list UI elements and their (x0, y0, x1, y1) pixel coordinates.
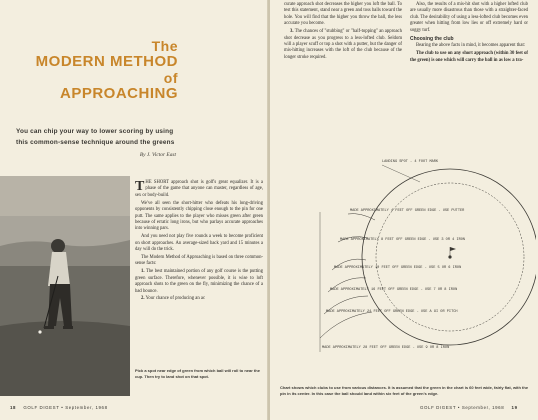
paragraph-7: Bearing the above facts in mind, it becomes apparent that: (416, 43, 526, 49)
fact-1-text: The best maintained portion of any golf course is the putting green surface. Therefore, whenever possible, it is wise to loft approach shots to the green on the fly, minimizing the chance of a bad bounce. (135, 269, 263, 294)
title-line-the: The (151, 38, 178, 54)
shot-path-6 (320, 312, 372, 338)
article-body-column-3 (410, 2, 528, 66)
paragraph-8: The club to use on any short approach (within 30 feet of the green) is one which will carry the ball in as low a tra- (410, 51, 528, 63)
paragraph-4: The Modern Method of Approaching is based on three common-sense facts: (135, 254, 263, 267)
title-line-modern-method: MODERN METHOD (35, 53, 178, 70)
drop-cap: T (135, 179, 145, 194)
golfer-photo (0, 176, 130, 396)
right-page (270, 0, 538, 420)
diagram-caption: Chart shows which clubs to use from various distances. It is assumed that the green in the chart is 60 feet wide, fairly flat, with the pin in its center. In this case the ball should land within six feet of the green's edge. (280, 385, 529, 396)
fact-1 (135, 269, 263, 295)
pin-flag (450, 247, 456, 251)
paragraph-2: We've all seen the short-hitter who defeats his long-driving opponents by consistently chipping close enough to the pin for one putt. The same applies to the player who misses green after green because of erratic long irons, but who parlays accurate approaches into winning pars. (135, 200, 263, 232)
right-footer (420, 405, 518, 410)
section-heading: Choosing the club (410, 36, 454, 43)
right-page-number: 19 (511, 405, 518, 410)
paragraph-1-text: HE SHORT approach shot is golf's great equalizer. It is a phase of the game that anyone can master, regardless of age, sex or body-build. (135, 180, 263, 198)
left-page (0, 0, 268, 420)
fact-2-text: Your chance of producing an ac (145, 296, 206, 302)
article-byline: By J. Victor East (139, 152, 176, 158)
article-title (18, 38, 178, 102)
club-selection-diagram (300, 152, 536, 374)
paragraph-6: Also, the results of a mis-hit shot with a higher lofted club are usually more disastrous than those with a straighter-faced club. The desirability of using a less-lofted club becomes even greater when hitting from low lies or off extremely hard or soggy turf. (410, 2, 528, 33)
fact-2 (135, 296, 263, 302)
article-subtitle: You can chip your way to lower scoring by using this common-sense technique around the greens (16, 128, 175, 146)
article-body-column-2 (284, 2, 402, 63)
left-footer-text: GOLF DIGEST • September, 1968 (23, 405, 108, 410)
fact-1-number: 1. (141, 269, 145, 275)
diagram-label-3-4-iron: MADE APPROXIMATELY 8 FEET OFF GREEN EDGE - USE 3 OR 4 IRON (340, 238, 466, 242)
paragraph-3: And you need not play five rounds a week to become proficient on short approaches. An average-sized back yard and 15 minutes a day will do the trick. (135, 234, 263, 253)
shot-paths (320, 214, 375, 338)
diagram-label-9-iron-pitch: MADE APPROXIMATELY 24 FEET OFF GREEN EDGE - USE A 9I OR PITCH (326, 310, 458, 314)
fact-2-number: 2. (141, 296, 145, 302)
fact-3-text: The chances of "stubbing" or "half-topping" an approach shot decrease as you progress to a less-lofted club. Seldom will a player scuff or top a shot with a putter, but the danger of mis-hitting increases with the loft of the club because of the longer stroke required. (284, 29, 402, 60)
paragraph-1 (135, 180, 263, 199)
diagram-label-9-8-iron: MADE APPROXIMATELY 28 FEET OFF GREEN EDGE - USE 9 OR 8 IRON (322, 346, 450, 350)
diagram-label-5-6-iron: MADE APPROXIMATELY 10 FEET OFF GREEN EDGE - USE 5 OR 6 IRON (334, 266, 462, 270)
photo-caption: Pick a spot near edge of green from which ball will roll to near the cup. Then try to land shot on that spot. (135, 368, 260, 380)
fact-3 (284, 29, 402, 61)
diagram-label-7-8-iron: MADE APPROXIMATELY 16 FEET OFF GREEN EDGE - USE 7 OR 8 IRON (330, 288, 458, 292)
title-line-approaching: APPROACHING (59, 85, 178, 102)
diagram-label-putter: MADE APPROXIMATELY 4 FEET OFF GREEN EDGE - USE PUTTER (350, 209, 465, 213)
title-line-of: of (163, 70, 178, 86)
landing-spot-leader (382, 165, 420, 182)
fact-3-number: 3. (290, 29, 294, 35)
paragraph-5: curate approach shot decreases the higher you loft the ball. To test this statement, stand near a green and toss balls toward the hole. You will find that the higher you throw the ball, the less accurate you become. (284, 2, 402, 27)
article-body-column-1 (135, 180, 263, 304)
left-page-number: 18 (10, 405, 17, 410)
golfer-photo-image (0, 176, 130, 396)
right-footer-text: GOLF DIGEST • September, 1968 (420, 405, 505, 410)
left-footer (10, 405, 108, 410)
diagram-label-landing: LANDING SPOT - 4 FOOT MARK (382, 160, 439, 164)
